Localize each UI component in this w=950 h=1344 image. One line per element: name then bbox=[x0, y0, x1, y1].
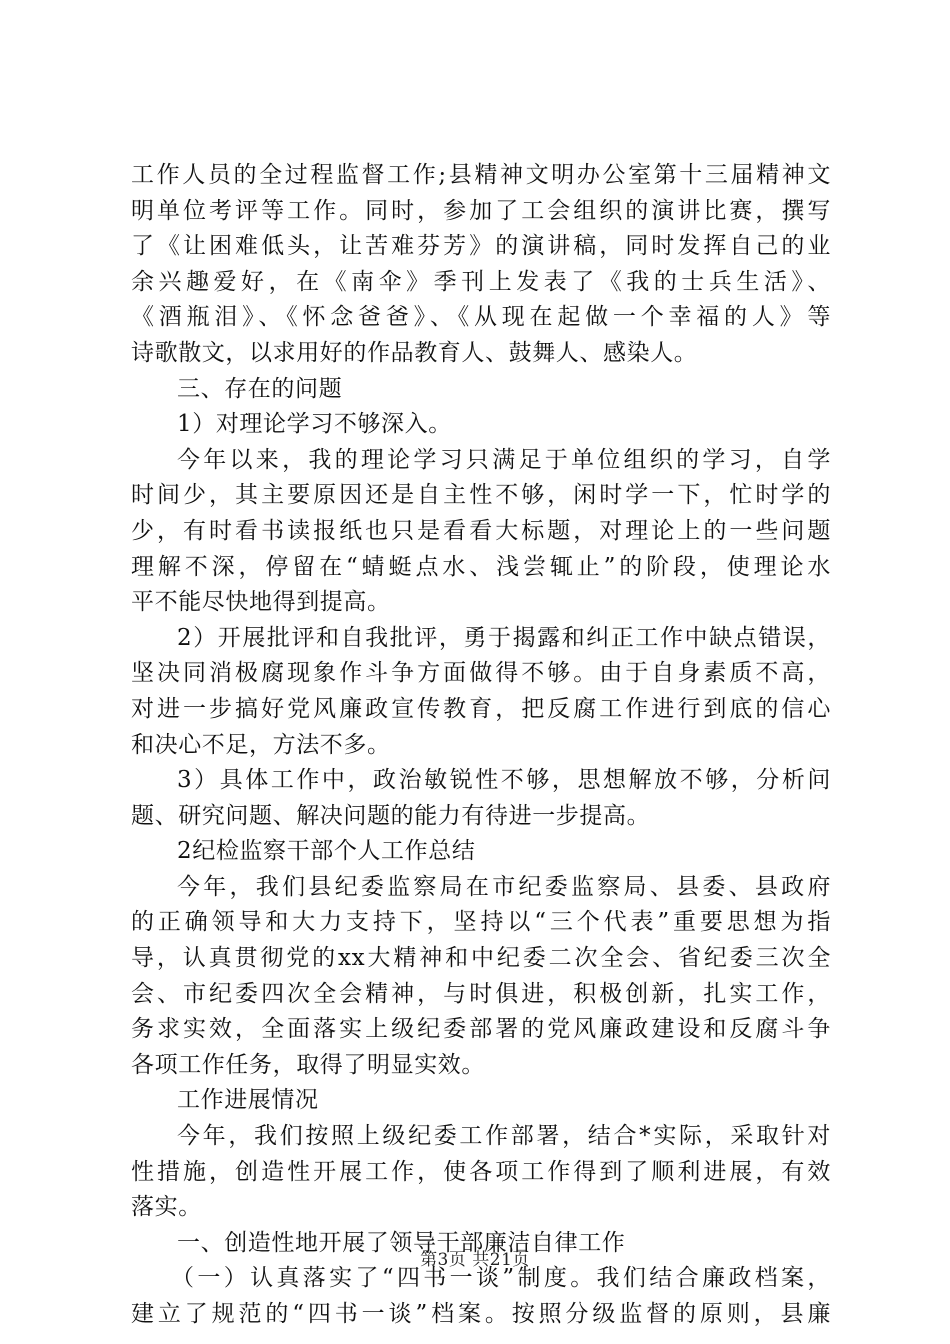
body-text-line: 工作人员的全过程监督工作;县精神文明办公室第十三届精神文 bbox=[131, 162, 831, 188]
body-text-line: 今年，我们按照上级纪委工作部署，结合*实际，采取针对 bbox=[177, 1123, 831, 1150]
body-text-line: 平不能尽快地得到提高。 bbox=[131, 589, 391, 616]
body-text-line: 坚决同消极腐现象作斗争方面做得不够。由于自身素质不高， bbox=[131, 660, 831, 687]
body-text-line: 时间少，其主要原因还是自主性不够，闲时学一下，忙时学的 bbox=[131, 482, 831, 509]
section-heading: 一、创造性地开展了领导干部廉洁自律工作 bbox=[177, 1229, 626, 1256]
body-text-line: 题、研究问题、解决问题的能力有待进一步提高。 bbox=[131, 802, 651, 829]
section-heading: 工作进展情况 bbox=[177, 1087, 319, 1114]
body-text-line: 明单位考评等工作。同时，参加了工会组织的演讲比赛，撰写 bbox=[131, 197, 831, 224]
body-text-line: 2）开展批评和自我批评，勇于揭露和纠正工作中缺点错误， bbox=[177, 624, 831, 651]
body-text-line: 建立了规范的“四书一谈”档案。按照分级监督的原则，县廉 bbox=[131, 1301, 831, 1327]
subsection-heading: 1）对理论学习不够深入。 bbox=[177, 411, 452, 438]
body-text-line: 各项工作任务，取得了明显实效。 bbox=[131, 1051, 485, 1078]
body-text-line: 今年，我们县纪委监察局在市纪委监察局、县委、县政府 bbox=[177, 873, 831, 900]
body-text-line: 对进一步搞好党风廉政宣传教育，把反腐工作进行到底的信心 bbox=[131, 695, 831, 722]
body-text-line: 的正确领导和大力支持下，坚持以“三个代表”重要思想为指 bbox=[131, 909, 831, 936]
body-text-line: 务求实效，全面落实上级纪委部署的党风廉政建设和反腐斗争 bbox=[131, 1016, 831, 1043]
page-number-footer: 第3页 共21页 bbox=[420, 1250, 530, 1270]
body-text-line: 会、市纪委四次全会精神，与时俱进，积极创新，扎实工作， bbox=[131, 980, 831, 1007]
body-text-line: 性措施，创造性开展工作，使各项工作得到了顺利进展，有效 bbox=[131, 1158, 831, 1185]
body-text-line: 诗歌散文，以求用好的作品教育人、鼓舞人、感染人。 bbox=[131, 339, 698, 366]
body-text-line: （一）认真落实了“四书一谈”制度。我们结合廉政档案， bbox=[171, 1265, 831, 1292]
section-heading: 2纪检监察干部个人工作总结 bbox=[177, 838, 476, 865]
section-heading: 三、存在的问题 bbox=[177, 375, 343, 402]
body-text-line: 《酒瓶泪》、《怀念爸爸》、《从现在起做一个幸福的人》等 bbox=[131, 304, 831, 331]
body-text-line: 今年以来，我的理论学习只满足于单位组织的学习，自学 bbox=[177, 446, 831, 473]
body-text-line: 导，认真贯彻党的xx大精神和中纪委二次全会、省纪委三次全 bbox=[131, 945, 831, 972]
body-text-line: 了《让困难低头，让苦难芬芳》的演讲稿，同时发挥自己的业 bbox=[131, 233, 831, 260]
document-body bbox=[131, 158, 831, 1333]
body-text-line: 理解不深，停留在“蜻蜓点水、浅尝辄止”的阶段，使理论水 bbox=[131, 553, 831, 580]
body-text-line: 3）具体工作中，政治敏锐性不够，思想解放不够，分析问 bbox=[177, 767, 831, 794]
body-text-line: 和决心不足，方法不多。 bbox=[131, 731, 391, 758]
body-text-line: 少，有时看书读报纸也只是看看大标题，对理论上的一些问题 bbox=[131, 517, 831, 544]
body-text-line: 落实。 bbox=[131, 1194, 202, 1221]
body-text-line: 余兴趣爱好，在《南伞》季刊上发表了《我的士兵生活》、 bbox=[131, 268, 831, 295]
